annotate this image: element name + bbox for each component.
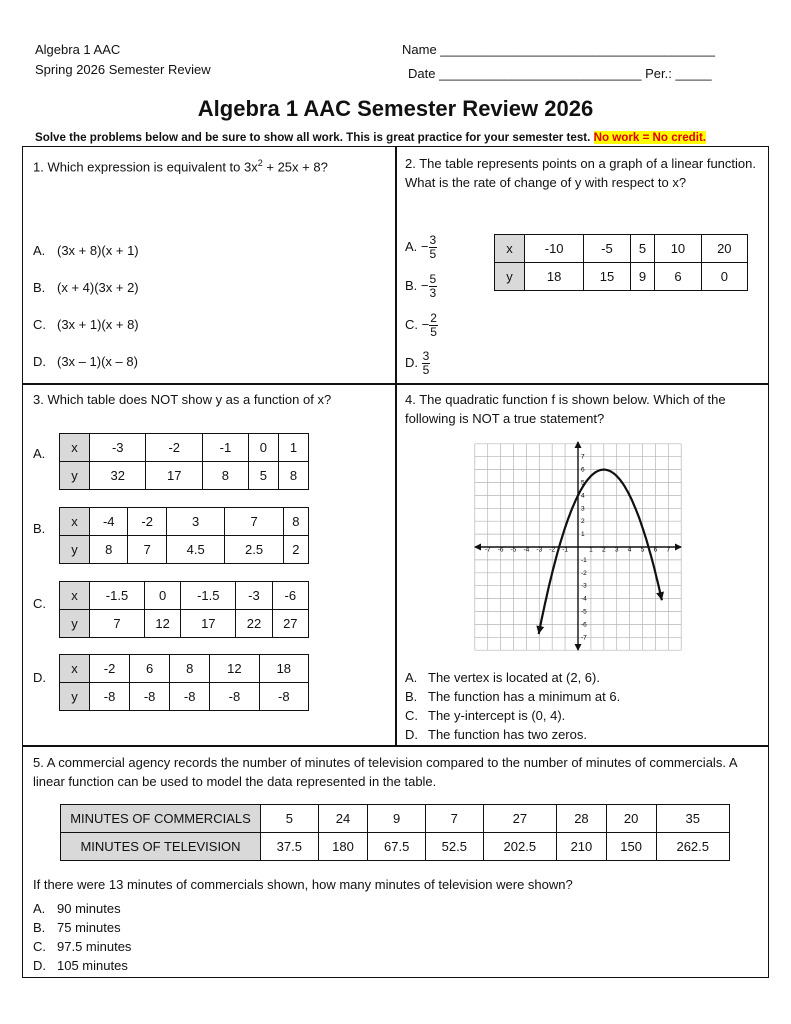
q1-exponent: 2 <box>257 158 263 168</box>
table-cell: 6 <box>655 263 701 291</box>
table-cell: 0 <box>701 263 747 291</box>
q4-option-b[interactable] <box>405 689 620 704</box>
option-letter: B. <box>405 689 418 704</box>
grid-divider-vertical <box>395 146 397 746</box>
table-cell: 8 <box>90 536 128 564</box>
q4-option-c[interactable] <box>405 708 565 723</box>
denominator: 5 <box>430 325 437 339</box>
q2-table <box>494 234 748 291</box>
q3-option-b-letter[interactable]: B. <box>33 521 46 536</box>
q5-option-c[interactable] <box>33 939 131 954</box>
table-cell: 12 <box>144 610 180 638</box>
x-tick-label: 1 <box>589 546 593 554</box>
table-cell: 20 <box>606 805 656 833</box>
table-cell: -2 <box>146 434 202 462</box>
q2-option-c[interactable] <box>405 312 438 339</box>
x-tick-label: -2 <box>549 546 556 554</box>
table-row <box>60 462 309 490</box>
table-header-commercials: MINUTES OF COMMERCIALS <box>61 805 261 833</box>
y-tick-label: -6 <box>581 621 587 629</box>
option-text: The function has two zeros. <box>428 727 587 742</box>
x-tick-label: -7 <box>484 546 491 554</box>
table-cell: 4.5 <box>166 536 224 564</box>
table-cell: 8 <box>283 508 308 536</box>
table-header-television: MINUTES OF TELEVISION <box>61 833 261 861</box>
q1-stem-text: 1. Which expression is equivalent to 3x <box>33 159 258 175</box>
y-tick-label: -2 <box>581 569 587 577</box>
table-header-x: x <box>60 434 90 462</box>
option-text: 90 minutes <box>57 901 121 916</box>
table-row <box>60 536 309 564</box>
table-cell: 5 <box>630 235 655 263</box>
q5-table <box>60 804 730 861</box>
q2-option-b[interactable] <box>405 273 437 300</box>
option-letter: C. <box>33 939 46 954</box>
table-cell: 8 <box>278 462 308 490</box>
x-tick-label: 4 <box>627 546 632 554</box>
parabola-graph <box>473 440 683 652</box>
q4-stem: 4. The quadratic function f is shown below. Which of the following is NOT a true statement? <box>405 392 726 426</box>
q3-option-a-table <box>59 433 309 490</box>
table-cell: 0 <box>248 434 278 462</box>
q5-question: If there were 13 minutes of commercials shown, how many minutes of television were shown? <box>33 877 573 892</box>
table-cell: 12 <box>210 655 259 683</box>
table-cell: 18 <box>525 263 584 291</box>
table-cell: -8 <box>90 683 130 711</box>
curve-arrow-left <box>536 625 544 634</box>
table-cell: -6 <box>272 582 308 610</box>
table-header-x: x <box>60 582 90 610</box>
x-tick-label: -3 <box>536 546 543 554</box>
option-letter: A. <box>33 901 46 916</box>
table-cell: -8 <box>170 683 210 711</box>
x-tick-label: 2 <box>601 546 606 554</box>
table-row <box>495 235 748 263</box>
q1-stem-end: + 25x + 8? <box>262 159 328 175</box>
semester-subtitle: Spring 2026 Semester Review <box>35 62 211 77</box>
x-tick-label: 3 <box>614 546 619 554</box>
option-text: The function has a minimum at 6. <box>428 689 621 704</box>
option-sign: − <box>421 316 430 332</box>
table-cell: 7 <box>90 610 145 638</box>
table-row <box>495 263 748 291</box>
table-header-x: x <box>60 655 90 683</box>
q3-option-c-table <box>59 581 309 638</box>
x-tick-label: 6 <box>653 546 658 554</box>
q3-option-c-letter[interactable]: C. <box>33 596 46 611</box>
x-tick-label: -4 <box>523 546 530 554</box>
table-cell: 8 <box>170 655 210 683</box>
y-tick-label: 3 <box>581 505 585 513</box>
date-period-field[interactable]: Date ____________________________ Per.: _____ <box>408 66 712 81</box>
table-cell: 2.5 <box>225 536 283 564</box>
table-row <box>60 582 309 610</box>
instructions-highlight: No work = No credit. <box>593 131 707 144</box>
q2-option-a[interactable] <box>405 234 437 261</box>
grid-divider-horizontal-1 <box>22 383 769 385</box>
q3-option-d-table <box>59 654 309 711</box>
table-cell: 180 <box>318 833 368 861</box>
table-cell: 5 <box>261 805 319 833</box>
numerator: 2 <box>430 311 437 325</box>
table-cell: -2 <box>128 508 166 536</box>
q3-option-d-letter[interactable]: D. <box>33 670 46 685</box>
table-cell: -1.5 <box>181 582 236 610</box>
table-row <box>61 833 730 861</box>
q1-option-c[interactable] <box>33 317 139 332</box>
table-cell: 2 <box>283 536 308 564</box>
table-cell: -5 <box>584 235 630 263</box>
table-cell: 9 <box>630 263 655 291</box>
denominator: 3 <box>429 286 437 300</box>
option-letter: B. <box>405 277 418 293</box>
y-tick-label: -1 <box>581 556 587 564</box>
table-header-y: y <box>495 263 525 291</box>
table-row <box>60 508 309 536</box>
table-cell: 37.5 <box>261 833 319 861</box>
option-letter: C. <box>405 316 418 332</box>
option-text: 97.5 minutes <box>57 939 132 954</box>
table-cell: 20 <box>701 235 747 263</box>
table-cell: 202.5 <box>483 833 556 861</box>
table-header-y: y <box>60 462 90 490</box>
y-axis-arrow-up <box>575 441 582 448</box>
table-cell: -8 <box>130 683 170 711</box>
page-title: Algebra 1 AAC Semester Review 2026 <box>197 96 594 121</box>
option-letter: D. <box>33 958 46 973</box>
option-sign: − <box>420 277 429 293</box>
option-letter: D. <box>33 354 46 369</box>
option-text: 75 minutes <box>57 920 121 935</box>
table-cell: -10 <box>525 235 584 263</box>
q5-option-a[interactable] <box>33 901 121 916</box>
option-letter: C. <box>33 317 46 332</box>
q1-option-b[interactable] <box>33 280 139 295</box>
header-left <box>35 40 211 80</box>
table-cell: 17 <box>181 610 236 638</box>
table-cell: 7 <box>425 805 483 833</box>
q5-option-d[interactable] <box>33 958 128 973</box>
table-cell: 52.5 <box>425 833 483 861</box>
table-cell: 15 <box>584 263 630 291</box>
table-cell: -1 <box>202 434 248 462</box>
table-cell: 24 <box>318 805 368 833</box>
y-tick-label: -7 <box>581 634 587 642</box>
q2-stem: 2. The table represents points on a graph of a linear function. What is the rate of change of y with respect to x? <box>405 156 756 190</box>
q2-option-d[interactable] <box>405 350 430 377</box>
table-cell: 3 <box>166 508 224 536</box>
course-name: Algebra 1 AAC <box>35 42 121 57</box>
option-sign: − <box>420 238 429 254</box>
table-cell: 1 <box>278 434 308 462</box>
numerator: 5 <box>429 272 437 286</box>
option-letter: A. <box>33 243 46 258</box>
table-cell: -8 <box>259 683 308 711</box>
table-header-x: x <box>60 508 90 536</box>
q1-option-a[interactable] <box>33 243 139 258</box>
table-cell: 8 <box>202 462 248 490</box>
option-letter: B. <box>33 920 46 935</box>
table-cell: -1.5 <box>90 582 145 610</box>
table-cell: 9 <box>368 805 426 833</box>
table-header-y: y <box>60 683 90 711</box>
option-letter: A. <box>405 670 418 685</box>
option-text: (3x – 1)(x – 8) <box>57 354 138 369</box>
q5-option-b[interactable] <box>33 920 121 935</box>
table-row <box>60 434 309 462</box>
x-tick-label: -5 <box>510 546 517 554</box>
table-cell: 7 <box>128 536 166 564</box>
y-tick-label: 1 <box>581 531 585 539</box>
table-cell: -3 <box>236 582 272 610</box>
option-letter: C. <box>405 708 418 723</box>
denominator: 5 <box>429 247 437 261</box>
table-row <box>60 683 309 711</box>
name-field[interactable]: Name ______________________________________ <box>402 42 716 57</box>
y-tick-label: 4 <box>581 492 585 500</box>
x-tick-label: -1 <box>562 546 568 554</box>
table-cell: 35 <box>656 805 730 833</box>
table-cell: 6 <box>130 655 170 683</box>
q3-stem: 3. Which table does NOT show y as a function of x? <box>33 392 332 407</box>
table-cell: 7 <box>225 508 283 536</box>
fraction <box>429 312 438 339</box>
q3-option-a-letter[interactable]: A. <box>33 446 46 461</box>
option-letter: B. <box>33 280 46 295</box>
numerator: 3 <box>422 349 430 363</box>
q1-stem <box>33 154 328 176</box>
x-tick-label: 7 <box>666 546 671 554</box>
y-tick-label: -4 <box>581 595 587 603</box>
table-row <box>60 655 309 683</box>
table-header-x: x <box>495 235 525 263</box>
q4-option-d[interactable] <box>405 727 587 742</box>
y-tick-label: 5 <box>581 479 585 487</box>
table-cell: 262.5 <box>656 833 730 861</box>
table-cell: 210 <box>557 833 607 861</box>
option-text: The y-intercept is (0, 4). <box>428 708 566 723</box>
table-cell: 32 <box>90 462 146 490</box>
table-cell: 28 <box>557 805 607 833</box>
table-row <box>61 805 730 833</box>
y-tick-label: 6 <box>581 466 585 474</box>
option-text: (3x + 1)(x + 8) <box>57 317 139 332</box>
table-cell: -2 <box>90 655 130 683</box>
grid-divider-horizontal-2 <box>22 745 769 747</box>
fraction <box>422 350 431 377</box>
table-cell: -3 <box>90 434 146 462</box>
fraction <box>429 273 438 300</box>
option-letter: D. <box>405 354 418 370</box>
table-cell: 150 <box>606 833 656 861</box>
header-right <box>402 38 715 86</box>
y-tick-label: -5 <box>581 608 587 616</box>
instructions <box>35 131 706 144</box>
table-cell: 67.5 <box>368 833 426 861</box>
table-cell: 22 <box>236 610 272 638</box>
q1-option-d[interactable] <box>33 354 138 369</box>
option-text: 105 minutes <box>57 958 128 973</box>
denominator: 5 <box>422 363 430 377</box>
fraction <box>429 234 438 261</box>
table-cell: 18 <box>259 655 308 683</box>
numerator: 3 <box>429 233 437 247</box>
x-tick-label: -6 <box>497 546 504 554</box>
table-cell: -4 <box>90 508 128 536</box>
table-cell: 0 <box>144 582 180 610</box>
instructions-text: Solve the problems below and be sure to show all work. This is great practice for your semester test. <box>35 131 591 144</box>
x-tick-label: 5 <box>640 546 645 554</box>
option-letter: A. <box>405 238 418 254</box>
option-text: (3x + 8)(x + 1) <box>57 243 139 258</box>
table-cell: 27 <box>272 610 308 638</box>
table-cell: 5 <box>248 462 278 490</box>
table-cell: 10 <box>655 235 701 263</box>
y-tick-label: 7 <box>581 453 585 461</box>
table-cell: -8 <box>210 683 259 711</box>
y-tick-label: -3 <box>581 582 587 590</box>
q3-option-b-table <box>59 507 309 564</box>
q5-stem: 5. A commercial agency records the number of minutes of television compared to the number of minutes of commercials. A linear function can be used to model the data represented in the table. <box>33 755 737 789</box>
table-row <box>60 610 309 638</box>
table-cell: 27 <box>483 805 556 833</box>
option-text: (x + 4)(3x + 2) <box>57 280 139 295</box>
table-header-y: y <box>60 536 90 564</box>
y-tick-label: 2 <box>581 518 585 526</box>
option-text: The vertex is located at (2, 6). <box>428 670 600 685</box>
q4-option-a[interactable] <box>405 670 600 685</box>
option-letter: D. <box>405 727 418 742</box>
table-cell: 17 <box>146 462 202 490</box>
table-header-y: y <box>60 610 90 638</box>
